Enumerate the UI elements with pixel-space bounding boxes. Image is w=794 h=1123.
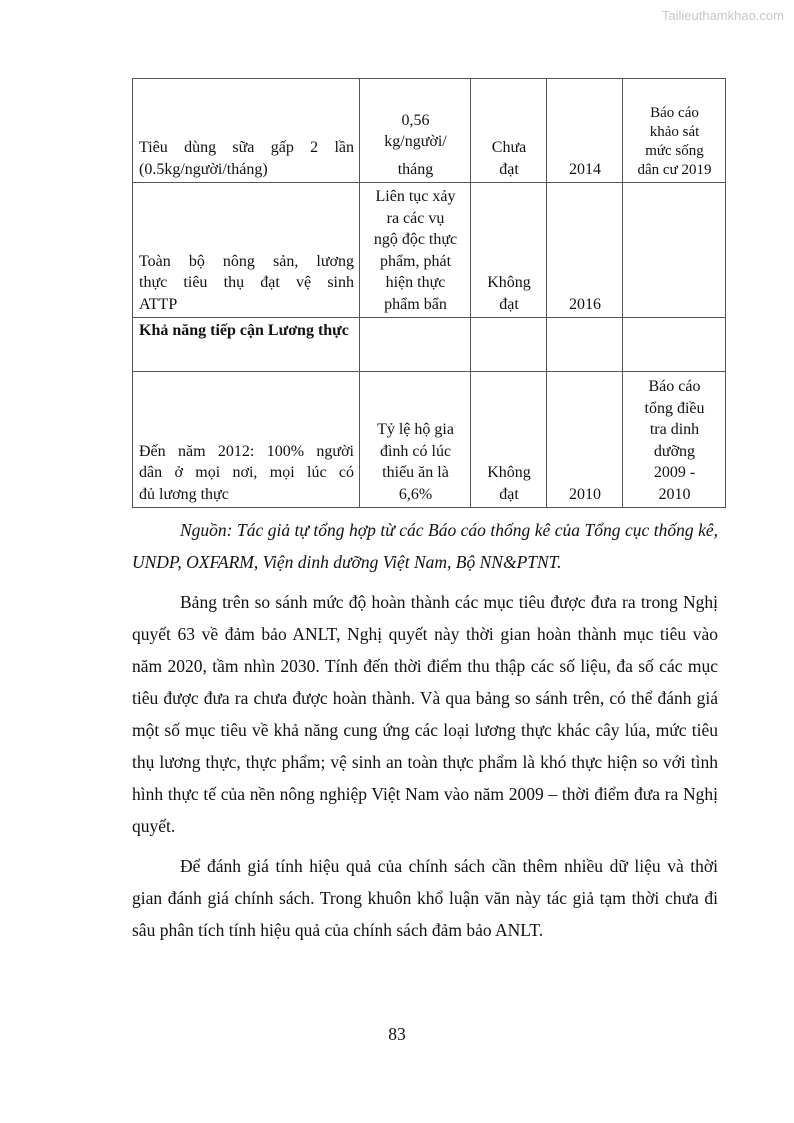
cell-line: Đến năm 2012: 100% người <box>139 442 354 460</box>
cell-line: Tiêu dùng sữa gấp 2 lần <box>139 139 354 156</box>
cell-line: đạt <box>499 295 519 313</box>
cell-line: phẩm, phát <box>379 252 452 270</box>
goal-cell <box>133 372 360 508</box>
cell-line: Báo cáo <box>650 105 699 121</box>
empty-cell <box>623 318 726 372</box>
cell-line: Không <box>487 464 531 481</box>
cell-line: đạt <box>499 160 519 178</box>
body-paragraph: Để đánh giá tính hiệu quả của chính sách cần thêm nhiều dữ liệu và thời gian đánh giá chính sách. Trong khuôn khổ luận văn này tác giả tạm thời chưa đi sâu phân tích tính hiệu quả của chính sách đảm bảo ANLT. <box>132 856 718 940</box>
cell-line: ngộ độc thực <box>373 231 458 248</box>
cell-line: 2009 - <box>653 464 696 481</box>
cell-line: thiếu ăn là <box>382 464 449 481</box>
cell-line: 0,56 <box>401 111 430 129</box>
cell-line: Chưa <box>491 139 527 156</box>
table-source-note: Nguồn: Tác giả tự tổng hợp từ các Báo cáo thống kê của Tổng cục thống kê, UNDP, OXFARM, Viện dinh dưỡng Việt Nam, Bộ NN&PTNT. <box>132 520 718 572</box>
year-cell: 2010 <box>547 372 623 508</box>
table-row <box>133 79 726 183</box>
cell-line: Tỷ lệ hộ gia <box>377 421 454 438</box>
source-cell <box>623 79 726 183</box>
cell-line: dưỡng <box>653 442 696 460</box>
cell-line: (0.5kg/người/tháng) <box>139 160 268 178</box>
cell-line: phẩm bẩn <box>384 295 447 313</box>
table-row <box>133 183 726 318</box>
empty-cell <box>360 318 471 372</box>
cell-line: 6,6% <box>398 485 433 503</box>
cell-line: đạt <box>499 485 519 503</box>
goal-cell <box>133 79 360 183</box>
watermark: Tailieuthamkhao.com <box>661 8 784 23</box>
empty-cell <box>471 318 547 372</box>
cell-line: tháng <box>397 160 434 178</box>
cell-line: đủ lương thực <box>139 485 229 503</box>
year-cell: 2016 <box>547 183 623 318</box>
goals-table <box>132 78 726 508</box>
empty-cell <box>547 318 623 372</box>
year-cell: 2014 <box>547 79 623 183</box>
table-row <box>133 318 726 372</box>
table-row <box>133 372 726 508</box>
cell-line: dân ở mọi nơi, mọi lúc có <box>139 464 354 481</box>
cell-line: tổng điều <box>644 399 705 417</box>
result-cell <box>360 79 471 183</box>
section-heading: Khả năng tiếp cận Lương thực <box>133 318 360 372</box>
cell-line: đình có lúc <box>379 442 452 460</box>
page-number: 83 <box>388 1024 406 1044</box>
source-cell <box>623 372 726 508</box>
result-cell <box>360 372 471 508</box>
cell-line: tra dinh <box>649 421 700 438</box>
cell-line: ATTP <box>139 295 178 313</box>
status-cell <box>471 372 547 508</box>
cell-line: Toàn bộ nông sản, lương <box>139 252 354 270</box>
cell-line: mức sống <box>645 143 704 159</box>
cell-line: dân cư 2019 <box>637 162 712 178</box>
cell-line: khảo sát <box>649 124 700 140</box>
result-cell <box>360 183 471 318</box>
goal-cell <box>133 183 360 318</box>
cell-line: hiện thực <box>385 274 446 291</box>
cell-line: Báo cáo <box>648 378 701 395</box>
cell-line: thực tiêu thụ đạt vệ sinh <box>139 274 354 291</box>
status-cell <box>471 79 547 183</box>
cell-line: Liên tục xảy <box>375 188 456 205</box>
status-cell <box>471 183 547 318</box>
body-paragraph: Bảng trên so sánh mức độ hoàn thành các mục tiêu được đưa ra trong Nghị quyết 63 về đảm bảo ANLT, Nghị quyết này thời gian hoàn thành mục tiêu vào năm 2020, tầm nhìn 2030. Tính đến thời điểm thu thập các số liệu, đa số các mục tiêu được đưa ra chưa được hoàn thành. Và qua bảng so sánh trên, có thể đánh giá một số mục tiêu về khả năng cung ứng các loại lương thực khác cây lúa, mức tiêu thụ lương thực, thực phẩm; vệ sinh an toàn thực phẩm là khó thực hiện so với tình hình thực tế của nền nông nghiệp Việt Nam vào năm 2009 – thời điểm đưa ra Nghị quyết. <box>132 592 718 836</box>
source-cell <box>623 183 726 318</box>
cell-line: ra các vụ <box>386 209 445 227</box>
cell-line: Không <box>487 274 531 291</box>
cell-line: 2010 <box>658 485 691 503</box>
cell-line: kg/người/ <box>384 133 447 150</box>
